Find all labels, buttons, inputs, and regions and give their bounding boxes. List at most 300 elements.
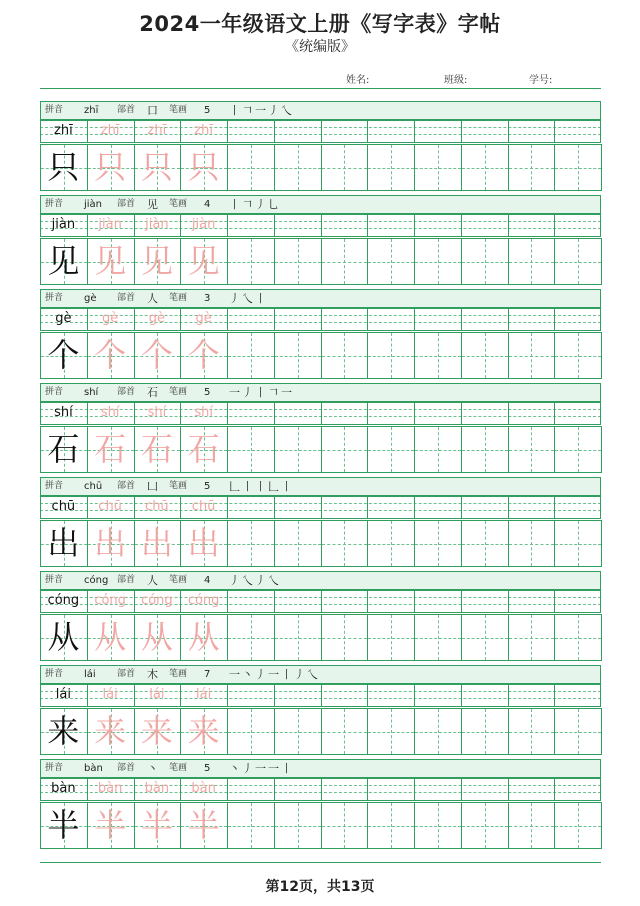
writing-cell[interactable] (367, 708, 415, 755)
writing-cell[interactable] (508, 802, 556, 849)
pinyin-cell[interactable] (461, 120, 508, 142)
pinyin-row (40, 684, 601, 706)
cell-guide-horizontal (509, 732, 555, 733)
writing-cell[interactable] (274, 332, 322, 379)
pinyin-trace: zhī (100, 123, 120, 138)
pinyin-cell[interactable] (321, 684, 368, 706)
pinyin-cell[interactable] (274, 214, 321, 236)
pinyin-row (40, 590, 601, 612)
character-row (40, 802, 601, 849)
cell-guide-horizontal (368, 826, 414, 827)
pinyin-trace: jiàn (145, 217, 169, 232)
page-title: 2024一年级语文上册《写字表》字帖 (139, 12, 501, 36)
pinyin-cell[interactable] (367, 496, 414, 518)
writing-cell[interactable] (274, 520, 322, 567)
trace-character: 只 (140, 148, 173, 186)
pinyin-guide-line (40, 612, 601, 613)
character-row (40, 520, 601, 567)
writing-cell[interactable] (274, 238, 322, 285)
writing-cell[interactable] (321, 802, 369, 849)
pinyin-trace: chū (145, 499, 169, 514)
pinyin-cell[interactable] (461, 402, 508, 424)
writing-cell[interactable] (227, 238, 275, 285)
pinyin-trace: shí (147, 405, 167, 420)
strokes-label: 笔画 (169, 199, 188, 209)
trace-character: 半 (140, 806, 173, 844)
pinyin-text: zhī (54, 123, 73, 138)
cell-guide-horizontal (275, 638, 321, 639)
pinyin-cell[interactable] (321, 496, 368, 518)
writing-cell[interactable] (461, 708, 509, 755)
writing-cell[interactable] (367, 426, 415, 473)
cell-guide-horizontal (275, 450, 321, 451)
writing-cell[interactable] (414, 426, 462, 473)
cell-guide-horizontal (228, 732, 274, 733)
pinyin-cell[interactable] (367, 308, 414, 330)
writing-grid (40, 496, 601, 569)
stroke-count-value: 7 (204, 669, 211, 680)
pinyin-cell[interactable] (461, 496, 508, 518)
pinyin-text: shí (54, 405, 73, 420)
pinyin-trace: cóng (141, 593, 173, 608)
character-info-bar (40, 477, 601, 496)
radical-label: 部首 (117, 387, 136, 397)
writing-cell[interactable] (554, 708, 602, 755)
trace-character: 见 (187, 242, 220, 280)
writing-cell[interactable] (508, 520, 556, 567)
pinyin-cell[interactable] (554, 214, 601, 236)
cell-guide-horizontal (228, 262, 274, 263)
cell-guide-horizontal (555, 732, 601, 733)
writing-cell[interactable] (554, 332, 602, 379)
strokes-label: 笔画 (169, 293, 188, 303)
pinyin-guide-line (40, 706, 601, 707)
pinyin-cell[interactable] (508, 590, 555, 612)
pinyin-trace: lái (149, 687, 165, 702)
character-info-bar (40, 289, 601, 308)
writing-cell[interactable] (227, 520, 275, 567)
writing-cell[interactable] (554, 426, 602, 473)
pinyin-text: jiàn (51, 217, 76, 232)
trace-character: 石 (187, 430, 220, 468)
pinyin-trace: lái (102, 687, 118, 702)
pinyin-cell[interactable] (274, 590, 321, 612)
pinyin-guide-line (40, 800, 601, 801)
pinyin-trace: gè (148, 311, 165, 326)
writing-cell[interactable] (274, 614, 322, 661)
writing-cell[interactable] (554, 802, 602, 849)
stroke-order: 丨𠃍丿乚 (229, 198, 281, 211)
character-row (40, 332, 601, 379)
writing-cell[interactable] (461, 426, 509, 473)
pinyin-label: 拼音 (45, 575, 64, 585)
stroke-order: 一丿丨𠃍一 (229, 386, 294, 399)
writing-cell[interactable] (321, 520, 369, 567)
model-character: 出 (47, 524, 80, 562)
trace-character: 从 (187, 618, 220, 656)
cell-guide-horizontal (228, 450, 274, 451)
pinyin-cell[interactable] (554, 402, 601, 424)
character-block (40, 571, 601, 663)
pinyin-text: bàn (51, 781, 76, 796)
cell-guide-horizontal (462, 262, 508, 263)
character-info-bar (40, 665, 601, 684)
character-block (40, 289, 601, 381)
pinyin-cell[interactable] (367, 590, 414, 612)
pinyin-trace: zhī (194, 123, 213, 138)
pinyin-value: jiàn (84, 199, 103, 210)
pinyin-cell[interactable] (508, 778, 555, 800)
character-row (40, 238, 601, 285)
trace-character: 石 (94, 430, 127, 468)
writing-cell[interactable] (274, 802, 322, 849)
cell-guide-horizontal (322, 450, 368, 451)
character-row (40, 614, 601, 661)
pinyin-label: 拼音 (45, 387, 64, 397)
writing-cell[interactable] (554, 238, 602, 285)
writing-cell[interactable] (321, 708, 369, 755)
pinyin-row (40, 402, 601, 424)
writing-cell[interactable] (227, 332, 275, 379)
cell-guide-horizontal (368, 262, 414, 263)
pinyin-cell[interactable] (321, 120, 368, 142)
strokes-label: 笔画 (169, 105, 188, 115)
pinyin-cell[interactable] (414, 308, 461, 330)
pinyin-cell[interactable] (414, 120, 461, 142)
pinyin-trace: zhī (147, 123, 167, 138)
stroke-order: 𠃊丨丨𠃊丨 (229, 480, 294, 493)
cell-guide-horizontal (415, 356, 461, 357)
writing-cell[interactable] (554, 144, 602, 191)
pinyin-value: gè (84, 293, 97, 304)
cell-guide-horizontal (368, 732, 414, 733)
pinyin-cell[interactable] (414, 496, 461, 518)
strokes-label: 笔画 (169, 387, 188, 397)
character-info-bar (40, 195, 601, 214)
writing-cell[interactable] (227, 802, 275, 849)
pinyin-cell[interactable] (367, 120, 414, 142)
cell-guide-horizontal (462, 826, 508, 827)
pinyin-cell[interactable] (274, 120, 321, 142)
writing-cell[interactable] (227, 426, 275, 473)
pinyin-guide-line (40, 142, 601, 143)
cell-guide-horizontal (555, 262, 601, 263)
strokes-label: 笔画 (169, 575, 188, 585)
radical-value: 凵 (147, 480, 158, 493)
pinyin-label: 拼音 (45, 481, 64, 491)
pinyin-cell[interactable] (554, 684, 601, 706)
character-row (40, 708, 601, 755)
radical-value: 人 (147, 292, 158, 305)
character-info-bar (40, 101, 601, 120)
pinyin-guide-line (40, 236, 601, 237)
stroke-order: 丿乀丨 (229, 292, 268, 305)
writing-cell[interactable] (321, 426, 369, 473)
cell-guide-horizontal (275, 544, 321, 545)
writing-cell[interactable] (508, 426, 556, 473)
pinyin-cell[interactable] (508, 402, 555, 424)
writing-cell[interactable] (508, 238, 556, 285)
writing-cell[interactable] (554, 520, 602, 567)
writing-cell[interactable] (508, 144, 556, 191)
writing-cell[interactable] (414, 708, 462, 755)
trace-character: 出 (140, 524, 173, 562)
trace-character: 从 (140, 618, 173, 656)
cell-guide-horizontal (415, 732, 461, 733)
writing-cell[interactable] (414, 802, 462, 849)
stroke-count-value: 5 (204, 481, 211, 492)
cell-guide-horizontal (322, 544, 368, 545)
pinyin-row (40, 120, 601, 142)
stroke-count-value: 3 (204, 293, 211, 304)
pinyin-cell[interactable] (554, 496, 601, 518)
trace-character: 见 (94, 242, 127, 280)
pinyin-cell[interactable] (274, 496, 321, 518)
writing-cell[interactable] (508, 708, 556, 755)
pinyin-cell[interactable] (367, 214, 414, 236)
pinyin-cell[interactable] (414, 778, 461, 800)
radical-value: 木 (147, 668, 158, 681)
trace-character: 个 (187, 336, 220, 374)
writing-cell[interactable] (227, 144, 275, 191)
cell-guide-horizontal (509, 544, 555, 545)
model-character: 石 (47, 430, 80, 468)
cell-guide-horizontal (228, 826, 274, 827)
pinyin-guide-line (40, 518, 601, 519)
writing-cell[interactable] (274, 144, 322, 191)
writing-cell[interactable] (414, 614, 462, 661)
cell-guide-horizontal (275, 732, 321, 733)
character-block (40, 383, 601, 475)
cell-guide-horizontal (322, 826, 368, 827)
writing-grid (40, 120, 601, 193)
writing-cell[interactable] (367, 520, 415, 567)
writing-cell[interactable] (274, 708, 322, 755)
cell-guide-horizontal (228, 356, 274, 357)
bottom-divider (40, 862, 601, 863)
pinyin-trace: bàn (144, 781, 170, 796)
cell-guide-horizontal (275, 262, 321, 263)
writing-cell[interactable] (274, 426, 322, 473)
pinyin-row (40, 496, 601, 518)
pinyin-cell[interactable] (461, 684, 508, 706)
character-block (40, 101, 601, 193)
pinyin-cell[interactable] (227, 778, 274, 800)
writing-cell[interactable] (367, 614, 415, 661)
pinyin-trace: shí (194, 405, 213, 420)
pinyin-cell[interactable] (554, 308, 601, 330)
pinyin-cell[interactable] (367, 402, 414, 424)
writing-cell[interactable] (508, 332, 556, 379)
writing-cell[interactable] (321, 332, 369, 379)
radical-label: 部首 (117, 575, 136, 585)
pinyin-cell[interactable] (321, 590, 368, 612)
strokes-label: 笔画 (169, 481, 188, 491)
writing-cell[interactable] (461, 238, 509, 285)
pinyin-cell[interactable] (227, 684, 274, 706)
cell-guide-horizontal (415, 262, 461, 263)
writing-cell[interactable] (508, 614, 556, 661)
pinyin-cell[interactable] (227, 214, 274, 236)
writing-grid (40, 214, 601, 287)
pinyin-trace: lái (196, 687, 212, 702)
radical-value: 口 (147, 104, 158, 117)
stroke-order: 丶丿一一丨 (229, 762, 294, 775)
writing-cell[interactable] (367, 238, 415, 285)
pinyin-label: 拼音 (45, 763, 64, 773)
cell-guide-horizontal (415, 168, 461, 169)
pinyin-trace: shí (100, 405, 120, 420)
writing-cell[interactable] (414, 238, 462, 285)
radical-value: 人 (147, 574, 158, 587)
radical-label: 部首 (117, 481, 136, 491)
writing-cell[interactable] (461, 802, 509, 849)
class-label: 班级: (444, 75, 468, 86)
writing-grid (40, 308, 601, 381)
pinyin-cell[interactable] (554, 778, 601, 800)
pinyin-cell[interactable] (414, 214, 461, 236)
writing-cell[interactable] (461, 614, 509, 661)
top-divider (40, 88, 601, 89)
cell-guide-horizontal (322, 356, 368, 357)
pinyin-cell[interactable] (274, 308, 321, 330)
pinyin-cell[interactable] (227, 402, 274, 424)
pinyin-cell[interactable] (461, 214, 508, 236)
stroke-count-value: 4 (204, 199, 211, 210)
stroke-order: 丨𠃍一丿乀 (229, 104, 294, 117)
stroke-count-value: 5 (204, 387, 211, 398)
writing-cell[interactable] (321, 614, 369, 661)
radical-label: 部首 (117, 763, 136, 773)
writing-cell[interactable] (321, 144, 369, 191)
pinyin-cell[interactable] (274, 402, 321, 424)
pinyin-trace: chū (98, 499, 122, 514)
cell-guide-horizontal (368, 544, 414, 545)
cell-guide-horizontal (228, 544, 274, 545)
pinyin-cell[interactable] (508, 120, 555, 142)
cell-guide-horizontal (415, 544, 461, 545)
pinyin-cell[interactable] (461, 308, 508, 330)
pinyin-cell[interactable] (227, 120, 274, 142)
cell-guide-horizontal (462, 544, 508, 545)
cell-guide-horizontal (275, 168, 321, 169)
writing-cell[interactable] (367, 332, 415, 379)
trace-character: 来 (140, 712, 173, 750)
stroke-count-value: 5 (204, 105, 211, 116)
pinyin-cell[interactable] (508, 496, 555, 518)
cell-guide-horizontal (509, 262, 555, 263)
writing-cell[interactable] (367, 802, 415, 849)
pinyin-cell[interactable] (321, 308, 368, 330)
trace-character: 出 (94, 524, 127, 562)
character-info-bar (40, 759, 601, 778)
pinyin-value: chū (84, 481, 103, 492)
cell-guide-horizontal (228, 638, 274, 639)
trace-character: 从 (94, 618, 127, 656)
pinyin-row (40, 778, 601, 800)
trace-character: 来 (187, 712, 220, 750)
pinyin-cell[interactable] (414, 402, 461, 424)
cell-guide-horizontal (368, 638, 414, 639)
writing-cell[interactable] (227, 614, 275, 661)
writing-cell[interactable] (227, 708, 275, 755)
pinyin-cell[interactable] (321, 402, 368, 424)
cell-guide-horizontal (509, 168, 555, 169)
character-block (40, 665, 601, 757)
trace-character: 半 (187, 806, 220, 844)
cell-guide-horizontal (322, 168, 368, 169)
cell-guide-horizontal (555, 356, 601, 357)
cell-guide-horizontal (509, 826, 555, 827)
cell-guide-horizontal (509, 356, 555, 357)
stroke-count-value: 4 (204, 575, 211, 586)
writing-grid (40, 778, 601, 851)
writing-cell[interactable] (461, 520, 509, 567)
writing-cell[interactable] (414, 520, 462, 567)
pinyin-cell[interactable] (227, 590, 274, 612)
model-character: 从 (47, 618, 80, 656)
pinyin-cell[interactable] (274, 778, 321, 800)
pinyin-cell[interactable] (367, 778, 414, 800)
cell-guide-horizontal (555, 826, 601, 827)
pinyin-label: 拼音 (45, 669, 64, 679)
trace-character: 出 (187, 524, 220, 562)
name-label: 姓名: (346, 75, 370, 86)
strokes-label: 笔画 (169, 763, 188, 773)
pinyin-cell[interactable] (554, 120, 601, 142)
stroke-order: 丿乀丿乀 (229, 574, 281, 587)
writing-cell[interactable] (367, 144, 415, 191)
character-row (40, 426, 601, 473)
pinyin-cell[interactable] (274, 684, 321, 706)
pinyin-cell[interactable] (461, 778, 508, 800)
model-character: 来 (47, 712, 80, 750)
writing-cell[interactable] (414, 144, 462, 191)
writing-cell[interactable] (554, 614, 602, 661)
trace-character: 石 (140, 430, 173, 468)
pinyin-cell[interactable] (554, 590, 601, 612)
pinyin-trace: gè (195, 311, 212, 326)
cell-guide-horizontal (415, 638, 461, 639)
pinyin-cell[interactable] (461, 590, 508, 612)
pinyin-cell[interactable] (367, 684, 414, 706)
pinyin-cell[interactable] (321, 778, 368, 800)
pinyin-trace: gè (102, 311, 119, 326)
page-footer: 第12页，共13页 (265, 879, 375, 895)
cell-guide-horizontal (509, 638, 555, 639)
pinyin-cell[interactable] (321, 214, 368, 236)
writing-cell[interactable] (461, 332, 509, 379)
pinyin-cell[interactable] (508, 214, 555, 236)
cell-guide-horizontal (462, 450, 508, 451)
pinyin-text: chū (51, 499, 76, 514)
trace-character: 只 (187, 148, 220, 186)
pinyin-cell[interactable] (508, 684, 555, 706)
pinyin-cell[interactable] (227, 308, 274, 330)
pinyin-cell[interactable] (227, 496, 274, 518)
writing-cell[interactable] (414, 332, 462, 379)
writing-cell[interactable] (461, 144, 509, 191)
cell-guide-horizontal (368, 168, 414, 169)
pinyin-cell[interactable] (414, 684, 461, 706)
trace-character: 见 (140, 242, 173, 280)
pinyin-cell[interactable] (508, 308, 555, 330)
pinyin-cell[interactable] (414, 590, 461, 612)
cell-guide-horizontal (322, 732, 368, 733)
pinyin-value: shí (84, 387, 99, 398)
writing-cell[interactable] (321, 238, 369, 285)
cell-guide-horizontal (462, 356, 508, 357)
